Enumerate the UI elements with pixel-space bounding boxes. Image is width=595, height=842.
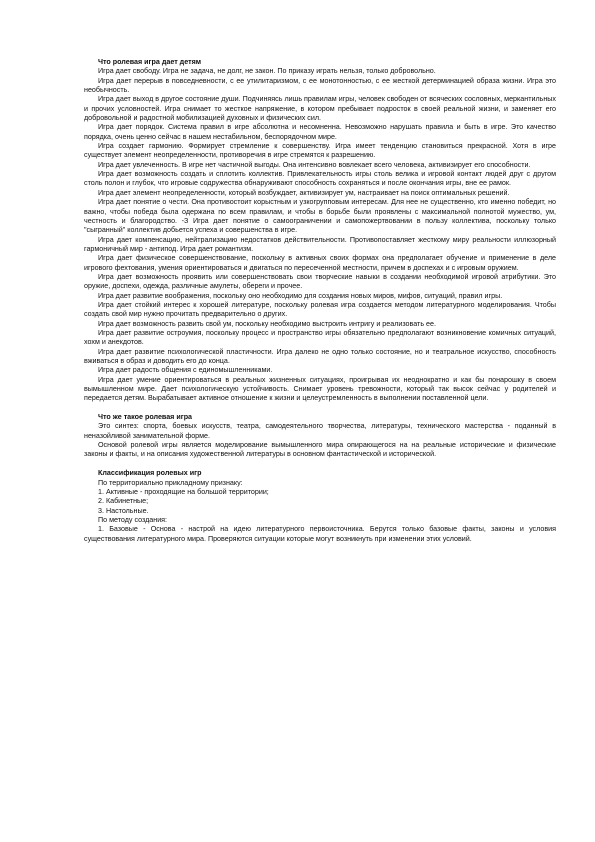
paragraph: Игра дает возможность развить свой ум, поскольку необходимо выстроить интригу и реализовать ее. [98, 319, 436, 328]
section-heading-what-game-gives: Что ролевая игра дает детям [98, 58, 202, 66]
paragraph: Игра дает компенсацию, нейтрализацию недостатков действительности. Противопоставляет жесткому миру реальности иллюзорный гармоничный мир - антипод. Игра дает романтизм. [84, 235, 556, 253]
section-heading-classification: Классификация ролевых игр [98, 469, 202, 478]
list-line: По методу создания: [98, 515, 168, 524]
paragraph: Игра дает развитие психологической пластичности. Игра далеко не одно только состояние, но и театральное искусство, способность вживаться в образ и доводить его до конца. [84, 347, 556, 365]
list-line: 2. Кабинетные; [98, 497, 149, 506]
paragraph: Игра дает выход в другое состояние души. Подчиняясь лишь правилам игры, человек свободен от всяческих сословных, меркантильных и прочих условностей. Игра снимает то жесткое напряжение, в котором пребывает подросток в своей реальной жизни, и заменяет его добровольной и радостной мобилизацией духовных и физических сил. [84, 95, 556, 123]
paragraph: Игра создает гармонию. Формирует стремление к совершенству. Игра имеет тенденцию становиться прекрасной. Хотя в игре существует элемент неопределенности, противоречия в игре стремятся к разрешению. [84, 142, 556, 160]
document-page [84, 58, 556, 544]
paragraph: Игра дает развитие остроумия, поскольку процесс и пространство игры обязательно предполагают возникновение комичных ситуаций, хохм и анекдотов. [84, 328, 556, 347]
list-line: 1. Активные - проходящие на большой территории; [98, 487, 269, 496]
paragraph: Игра дает развитие воображения, поскольку оно необходимо для создания новых миров, мифов, ситуаций, правил игры. [98, 291, 503, 300]
list-line: 3. Настольные. [98, 506, 149, 515]
paragraph: Игра дает физическое совершенствование, поскольку в активных своих формах она предполагает обучение и применение в деле игрового фехтования, умения ориентироваться и двигаться по пересеченной местности, причем в доспехах и с игровым оружием. [84, 254, 556, 272]
paragraph: Игра дает стойкий интерес к хорошей литературе, поскольку ролевая игра создается методом литературного моделирования. Чтобы создать свой мир нужно прочитать предварительно о других. [84, 300, 556, 319]
paragraph: Игра дает возможность создать и сплотить коллектив. Привлекательность игры столь велика и игровой контакт людей друг с другом столь полон и глубок, что игровые содружества обнаруживают способность сохраняться и после окончания игры, вне ее рамок. [84, 170, 556, 188]
paragraph: Игра дает понятие о чести. Она противостоит корыстным и узкогрупповым интересам. Для нее не существенно, кто именно победит, но важно, чтобы победа была одержана по всем правилам, и чтобы в борьбе были проявлены с максимальной полнотой мужество, ум, честность и благородство. -З Игра дает понятие о самоограничении и самопожертвовании в пользу коллектива, поскольку только "сыгранный" коллектив добьется успеха и совершенства в игре. [84, 198, 556, 235]
paragraph: Игра дает умение ориентироваться в реальных жизненных ситуациях, проигрывая их неоднократно и как бы понарошку в своем вымышленном мире. Дает психологическую устойчивость. Снимает уровень тревожности, который так высок сейчас у родителей и передается детям. Вырабатывает активное отношение к жизни и целеустремленность в выполнении поставленной цели. [84, 375, 556, 403]
paragraph: Основой ролевой игры является моделирование вымышленного мира опирающегося на на реальные исторические и физические законы и факты, и на описания художественной литературы в основном фантастической и исторической. [84, 441, 556, 459]
spacer [84, 404, 556, 413]
paragraph: Игра дает радость общения с единомышленниками. [98, 366, 273, 375]
paragraph: 1. Базовые - Основа - настрой на идею литературного первоисточника. Берутся только базовые факты, законы и условия существования литературного мира. Проверяются ситуации которые могут возникнуть при изменении этих условий. [84, 525, 556, 543]
paragraph: Игра дает элемент неопределенности, который возбуждает, активизирует ум, настраивает на поиск оптимальных решений. [98, 188, 510, 197]
paragraph: Это синтез: спорта, боевых искусств, театра, самодеятельного творчества, литературы, технического мастерства - поданный в неназойливой занимательной форме. [84, 422, 556, 440]
paragraph: Игра дает порядок. Система правил в игре абсолютна и несомненна. Невозможно нарушать правила и быть в игре. Это качество порядка, очень ценно сейчас в нашем нестабильном, беспорядочном мире. [84, 123, 556, 141]
spacer [84, 460, 556, 469]
paragraph: Игра дает перерыв в повседневности, с ее утилитаризмом, с ее монотонностью, с ее жесткой детерминацией образа жизни. Игра это необычность. [84, 76, 556, 95]
list-line: По территориально прикладному признаку: [98, 478, 243, 487]
paragraph: Игра дает увлеченность. В игре нет частичной выгоды. Она интенсивно вовлекает всего человека, активизирует его способности. [98, 160, 531, 169]
paragraph: Игра дает свободу. Игра не задача, не долг, не закон. По приказу играть нельзя, только добровольно. [98, 67, 436, 76]
section-heading-what-is-roleplay: Что же такое ролевая игра [98, 413, 193, 422]
paragraph: Игра дает возможность проявить или совершенствовать свои творческие навыки в создании необходимой игровой атрибутики. Это оружие, доспехи, одежда, различные амулеты, обереги и прочее. [84, 272, 556, 291]
